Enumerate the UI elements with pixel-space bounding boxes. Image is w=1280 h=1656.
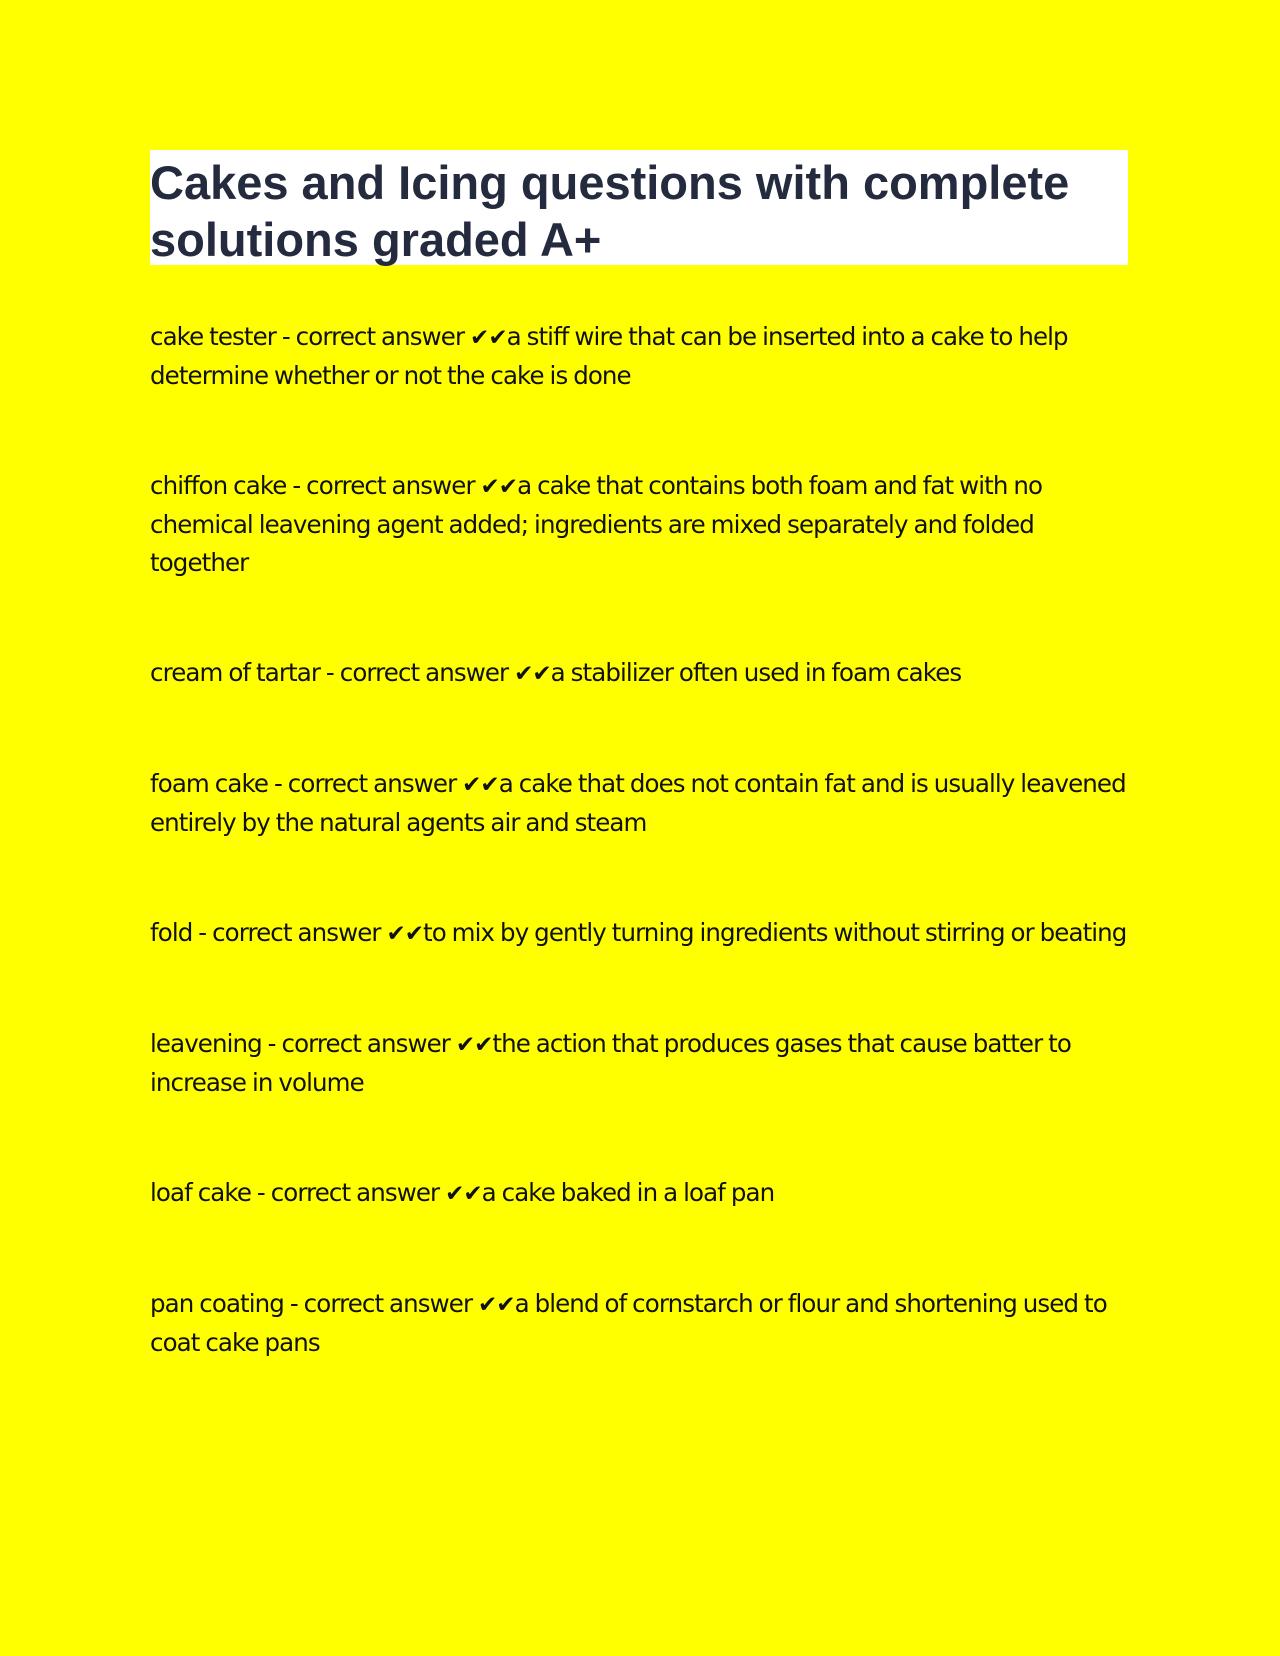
- qa-item: [150, 1285, 1135, 1362]
- qa-item: [150, 654, 1135, 693]
- qa-separator: - correct answer: [286, 471, 481, 500]
- qa-list: [150, 318, 1135, 1434]
- qa-term: cake tester: [150, 322, 276, 351]
- qa-term: fold: [150, 918, 193, 947]
- qa-separator: - correct answer: [192, 918, 387, 947]
- qa-term: pan coating: [150, 1289, 284, 1318]
- qa-term: foam cake: [150, 769, 269, 798]
- check-marks-icon: ✔✔: [455, 1032, 493, 1058]
- qa-answer: a stabilizer often used in foam cakes: [550, 658, 962, 687]
- qa-item: [150, 1025, 1135, 1102]
- qa-separator: - correct answer: [251, 1178, 446, 1207]
- check-marks-icon: ✔✔: [478, 1292, 515, 1318]
- qa-term: cream of tartar: [150, 658, 321, 687]
- qa-item: [150, 318, 1135, 395]
- qa-answer: a cake baked in a loaf pan: [481, 1178, 775, 1207]
- qa-answer: a blend of cornstarch or flour and shortening used to coat cake pans: [150, 1289, 1107, 1357]
- document-title: Cakes and Icing questions with complete solutions graded A+: [150, 156, 1070, 266]
- qa-separator: - correct answer: [320, 658, 515, 687]
- qa-answer: a cake that does not contain fat and is usually leavened entirely by the natural agents air and steam: [150, 769, 1126, 837]
- qa-item: [150, 1174, 1135, 1213]
- qa-item: [150, 914, 1135, 953]
- qa-item: [150, 765, 1135, 842]
- check-marks-icon: ✔✔: [462, 772, 499, 798]
- qa-separator: - correct answer: [275, 322, 471, 351]
- qa-separator: - correct answer: [268, 769, 463, 798]
- check-marks-icon: ✔✔: [480, 474, 518, 500]
- qa-answer: a cake that contains both foam and fat with no chemical leavening agent added; ingredients are mixed separately and folded together: [150, 471, 1043, 577]
- qa-answer: to mix by gently turning ingredients without stirring or beating: [423, 918, 1127, 947]
- qa-term: leavening: [150, 1029, 262, 1058]
- check-marks-icon: ✔✔: [386, 921, 423, 947]
- qa-answer: a stiff wire that can be inserted into a cake to help determine whether or not the cake is done: [150, 322, 1068, 390]
- check-marks-icon: ✔✔: [445, 1181, 482, 1207]
- qa-separator: - correct answer: [283, 1289, 479, 1318]
- check-marks-icon: ✔✔: [514, 661, 551, 687]
- qa-term: chiffon cake: [150, 471, 287, 500]
- check-marks-icon: ✔✔: [470, 325, 507, 351]
- qa-answer: the action that produces gases that cause batter to increase in volume: [150, 1029, 1071, 1097]
- qa-separator: - correct answer: [261, 1029, 456, 1058]
- qa-item: [150, 467, 1135, 582]
- title-box: [150, 150, 1128, 265]
- qa-term: loaf cake: [150, 1178, 251, 1207]
